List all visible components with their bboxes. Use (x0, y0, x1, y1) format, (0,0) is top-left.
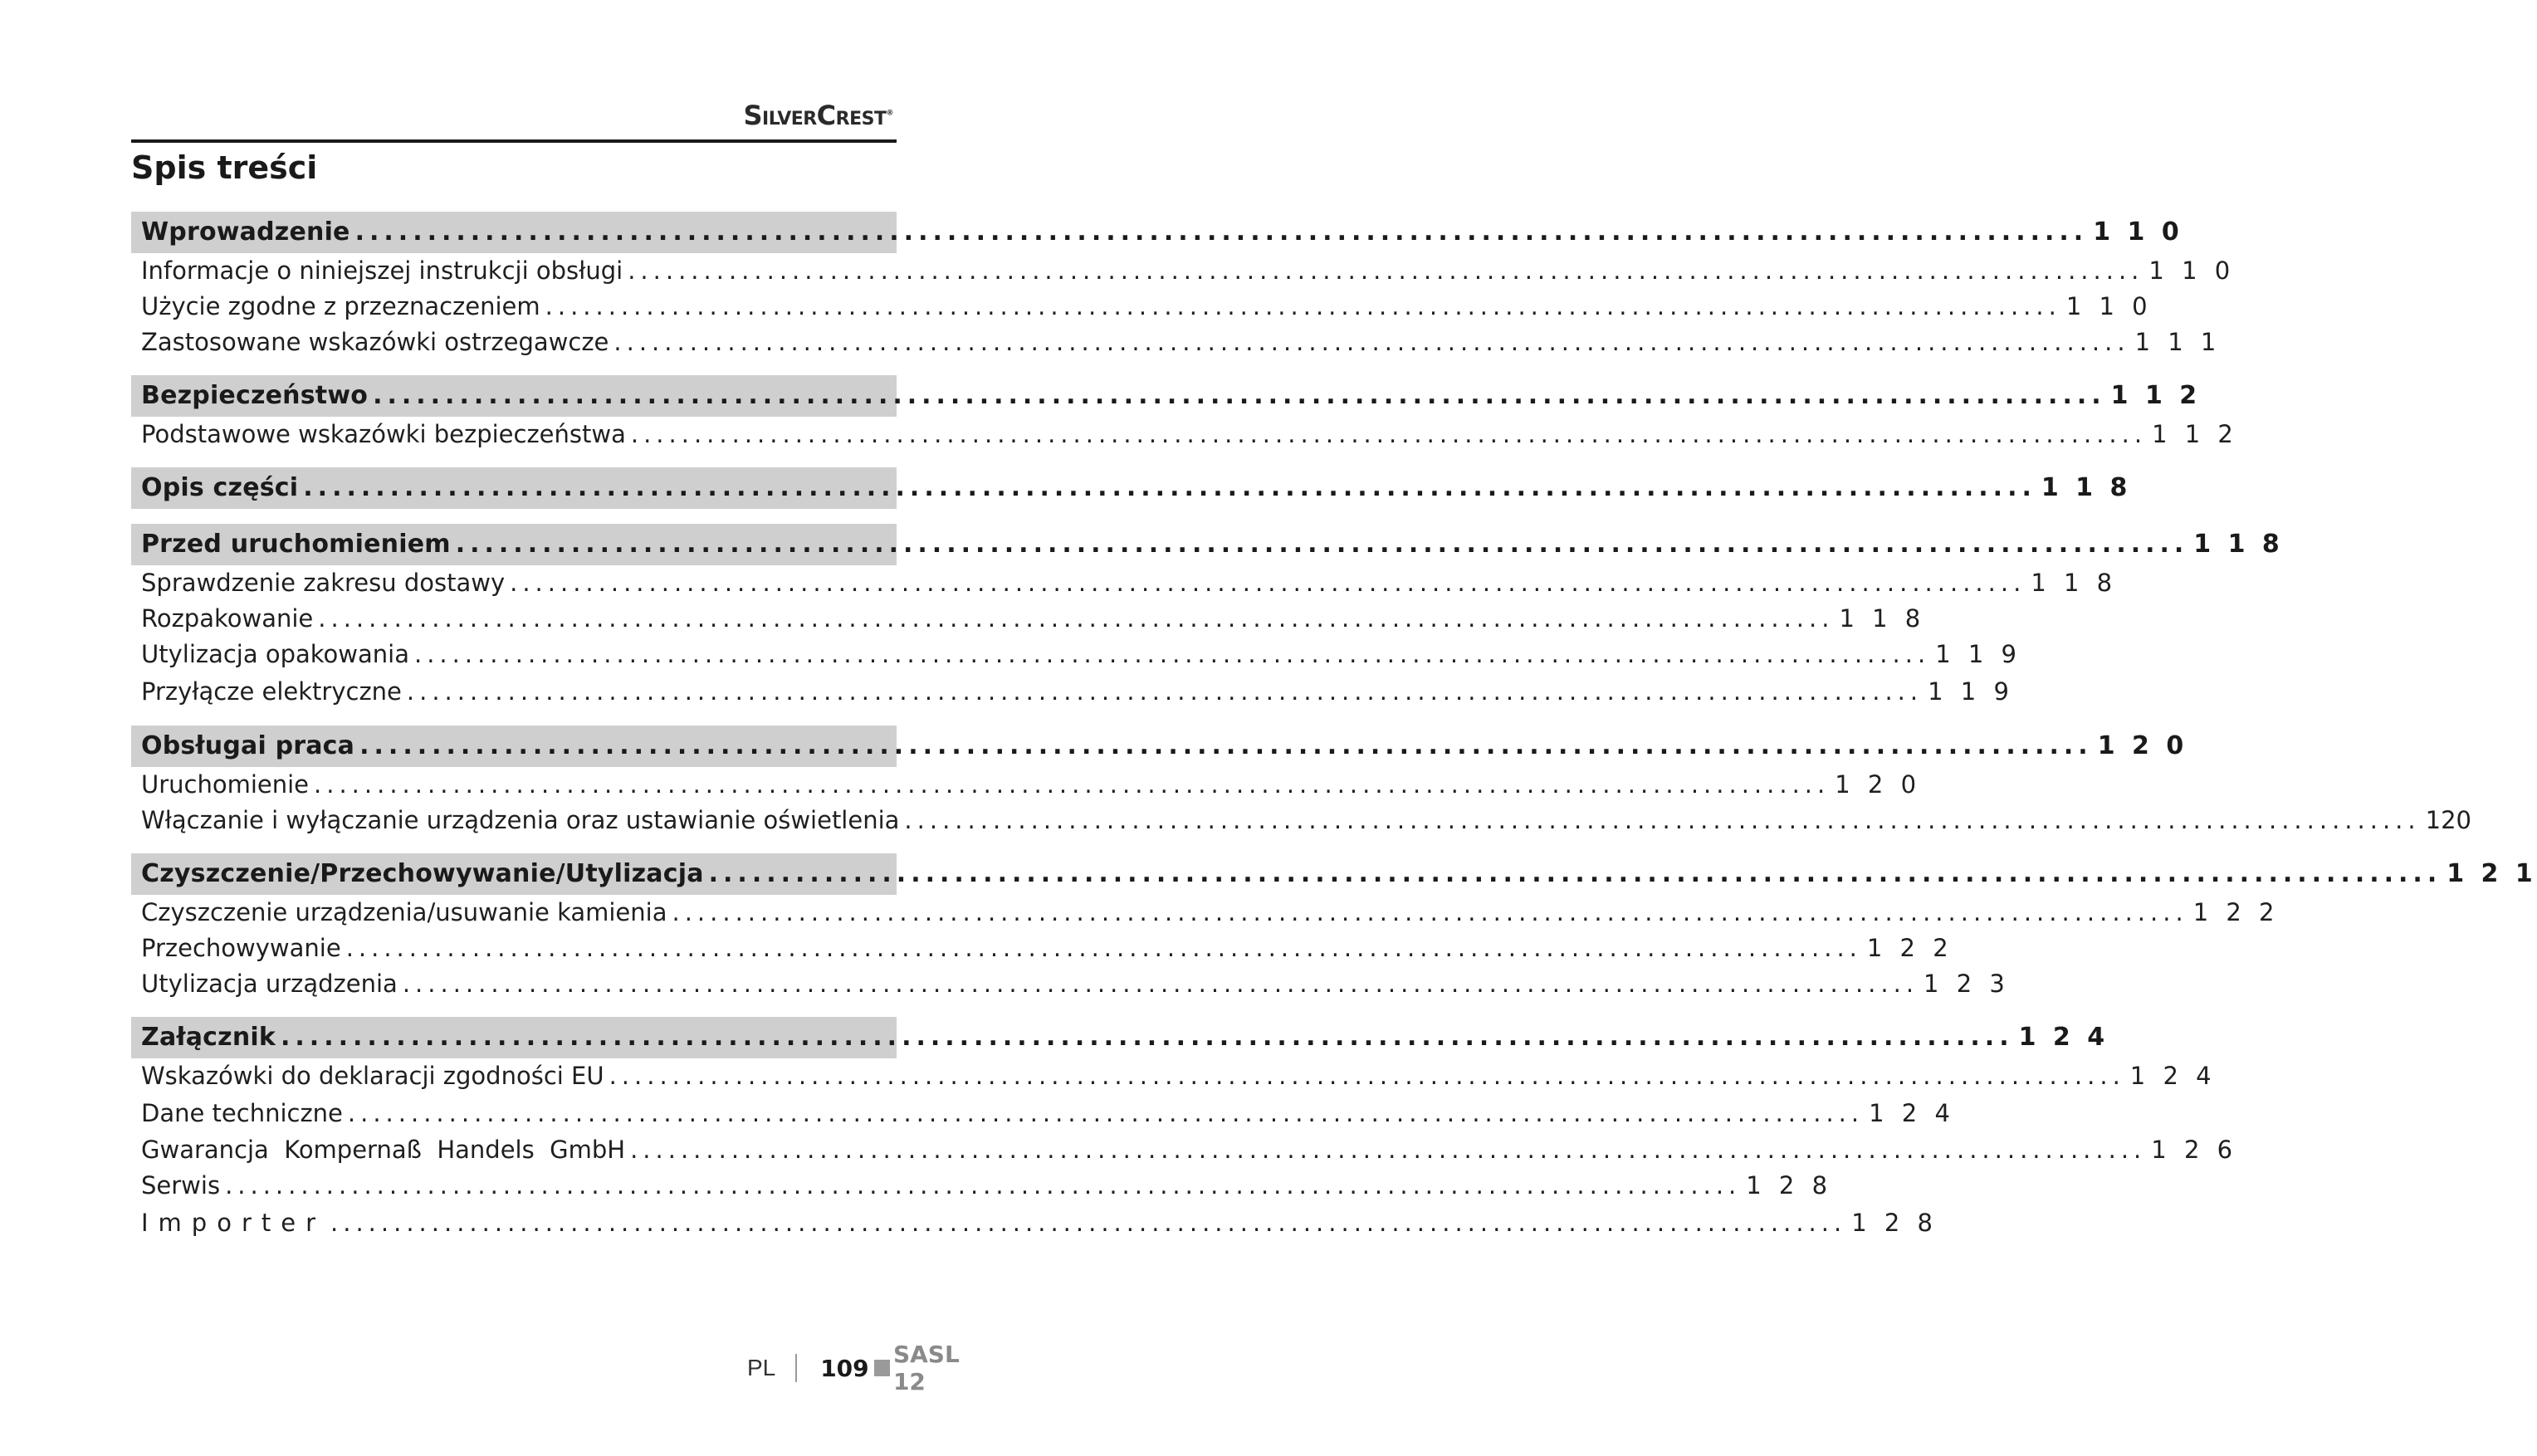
toc-entry[interactable] (131, 931, 1953, 966)
entry-label: Rozpakowanie (141, 604, 314, 633)
toc-entry[interactable] (131, 253, 2236, 289)
leader-dots: ........................................................................................................................ (413, 640, 1931, 668)
toc-entry[interactable] (131, 417, 2238, 452)
brand-logo (702, 100, 893, 131)
entry-label: Uruchomienie (141, 770, 310, 799)
toc-entry[interactable] (131, 803, 2471, 838)
entry-page-number: 1 2 8 (1851, 1209, 1938, 1237)
entry-page-number: 1 1 2 (2152, 420, 2238, 448)
toc-entry[interactable] (131, 601, 1926, 637)
section-title: Obsługai praca (141, 731, 355, 760)
toc-section-heading[interactable] (131, 375, 2202, 417)
entry-label: Gwarancja Kompernaß Handels GmbH (141, 1136, 626, 1164)
entry-page-number: 1 2 4 (1869, 1099, 1955, 1127)
entry-page-number: 1 1 1 (2134, 328, 2222, 356)
leader-dots: ........................................................................................................................ (345, 934, 1862, 962)
leader-dots: ........................................................................................................................ (609, 1062, 2125, 1090)
entry-page-number: 1 2 8 (1746, 1171, 1833, 1199)
table-of-contents (131, 212, 2537, 1257)
leader-dots: ........................................................................................................................ (672, 898, 2188, 926)
entry-label: Utylizacja opakowania (141, 640, 409, 668)
toc-entry[interactable] (131, 637, 2021, 672)
entry-label: Wskazówki do deklaracji zgodności EU (141, 1062, 604, 1090)
entry-page-number: 1 1 8 (1839, 604, 1926, 633)
entry-page-number: 1 1 9 (1928, 677, 2014, 706)
leader-dots: ........................................................................................................................ (318, 604, 1835, 633)
entry-page-number: 1 2 2 (1866, 934, 1953, 962)
leader-dots: ........................................................................................................................ (281, 1023, 2014, 1052)
footer-divider (795, 1354, 797, 1382)
entry-label: Przechowywanie (141, 934, 341, 962)
brand-name: SilverCrest (743, 100, 887, 131)
section-title: Załącznik (141, 1023, 276, 1052)
toc-entry[interactable] (131, 1058, 2217, 1094)
entry-label: Zastosowane wskazówki ostrzegawcze (141, 328, 609, 356)
leader-dots: ........................................................................................................................ (354, 217, 2089, 247)
entry-label: Utylizacja urządzenia (141, 970, 398, 998)
toc-section-heading[interactable] (131, 524, 2284, 565)
leader-dots: ........................................................................................................................ (630, 420, 2148, 448)
leader-dots: ........................................................................................................................ (545, 292, 2061, 320)
section-title: Czyszczenie/Przechowywanie/Utylizacja (141, 859, 704, 888)
entry-label: Serwis (141, 1171, 221, 1199)
section-title: Opis części (141, 473, 299, 502)
toc-entry[interactable] (131, 289, 2153, 325)
entry-label: Sprawdzenie zakresu dostawy (141, 569, 506, 597)
registered-mark: ® (886, 109, 893, 118)
leader-dots: ........................................................................................................................ (455, 530, 2189, 559)
section-page-number: 1 2 0 (2097, 731, 2188, 760)
leader-dots: ........................................................................................................................ (373, 381, 2106, 410)
page-footer (747, 1341, 996, 1395)
toc-section-heading[interactable] (131, 726, 2188, 767)
leader-dots: ........................................................................................................................ (708, 859, 2442, 888)
entry-label: Informacje o niniejszej instrukcji obsługi (141, 257, 623, 285)
language-code: PL (747, 1355, 776, 1380)
leader-dots: ........................................................................................................................ (613, 328, 2130, 356)
toc-section-heading[interactable] (131, 212, 2183, 253)
section-title: Bezpieczeństwo (141, 381, 369, 410)
square-icon (874, 1360, 890, 1376)
section-page-number: 1 2 4 (2018, 1023, 2109, 1052)
toc-section (131, 524, 2284, 711)
entry-label: Czyszczenie urządzenia/usuwanie kamienia (141, 898, 667, 926)
section-page-number: 1 1 8 (2193, 530, 2284, 559)
toc-section-heading[interactable] (131, 1017, 2109, 1058)
entry-page-number: 120 (2425, 806, 2471, 834)
toc-entry[interactable] (131, 1132, 2238, 1168)
section-title: Przed uruchomieniem (141, 530, 451, 559)
entry-label: Podstawowe wskazówki bezpieczeństwa (141, 420, 626, 448)
toc-section (131, 212, 2236, 360)
entry-page-number: 1 1 0 (2148, 257, 2236, 285)
toc-entry[interactable] (131, 672, 2014, 711)
leader-dots: ........................................................................................................................ (406, 677, 1924, 706)
entry-page-number: 1 2 0 (1835, 770, 1922, 799)
toc-section (131, 726, 2471, 838)
toc-entry[interactable] (131, 565, 2118, 601)
section-page-number: 1 1 2 (2110, 381, 2202, 410)
toc-entry[interactable] (131, 966, 2010, 1002)
leader-dots: ........................................................................................................................ (628, 257, 2144, 285)
section-page-number: 1 1 8 (2041, 473, 2132, 502)
leader-dots: ........................................................................................................................ (347, 1099, 1865, 1127)
leader-dots: ........................................................................................................................ (630, 1136, 2147, 1164)
entry-label: Dane techniczne (141, 1099, 343, 1127)
leader-dots: ........................................................................................................................ (330, 1209, 1847, 1237)
entry-page-number: 1 2 2 (2192, 898, 2280, 926)
leader-dots: ........................................................................................................................ (225, 1171, 1742, 1199)
toc-entry[interactable] (131, 1094, 1955, 1132)
section-page-number: 1 1 0 (2093, 217, 2183, 247)
toc-entry[interactable] (131, 895, 2280, 931)
leader-dots: ........................................................................................................................ (303, 473, 2036, 502)
leader-dots: ........................................................................................................................ (402, 970, 1919, 998)
section-page-number: 1 2 1 (2447, 859, 2537, 888)
entry-page-number: 1 2 4 (2129, 1062, 2217, 1090)
toc-entry[interactable] (131, 325, 2222, 360)
toc-entry[interactable] (131, 1168, 1833, 1204)
model-number: SASL 12 (892, 1341, 960, 1395)
toc-section-heading[interactable] (131, 467, 2132, 509)
entry-page-number: 1 2 6 (2151, 1136, 2238, 1164)
toc-section (131, 1017, 2238, 1242)
leader-dots: ........................................................................................................................ (359, 731, 2093, 760)
entry-label: Przyłącze elektryczne (141, 677, 402, 706)
leader-dots: ........................................................................................................................ (510, 569, 2026, 597)
toc-section-heading[interactable] (131, 853, 2537, 895)
leader-dots: ........................................................................................................................ (314, 770, 1831, 799)
toc-section (131, 467, 2132, 509)
toc-section (131, 375, 2238, 452)
header-rule (131, 139, 897, 143)
entry-label: Użycie zgodne z przeznaczeniem (141, 292, 540, 320)
toc-section (131, 853, 2537, 1002)
entry-page-number: 1 1 9 (1935, 640, 2021, 668)
entry-page-number: 1 2 3 (1924, 970, 2010, 998)
page-title: Spis treści (131, 149, 318, 186)
entry-page-number: 1 1 0 (2065, 292, 2153, 320)
entry-label: Importer (141, 1209, 326, 1237)
page-number: 109 (820, 1354, 869, 1382)
toc-entry[interactable] (131, 767, 1922, 803)
entry-page-number: 1 1 8 (2031, 569, 2118, 597)
toc-entry[interactable] (131, 1204, 1938, 1242)
section-title: Wprowadzenie (141, 217, 350, 247)
entry-label: Włączanie i wyłączanie urządzenia oraz ustawianie oświetlenia (141, 806, 900, 834)
leader-dots: ........................................................................................................................ (904, 806, 2421, 834)
